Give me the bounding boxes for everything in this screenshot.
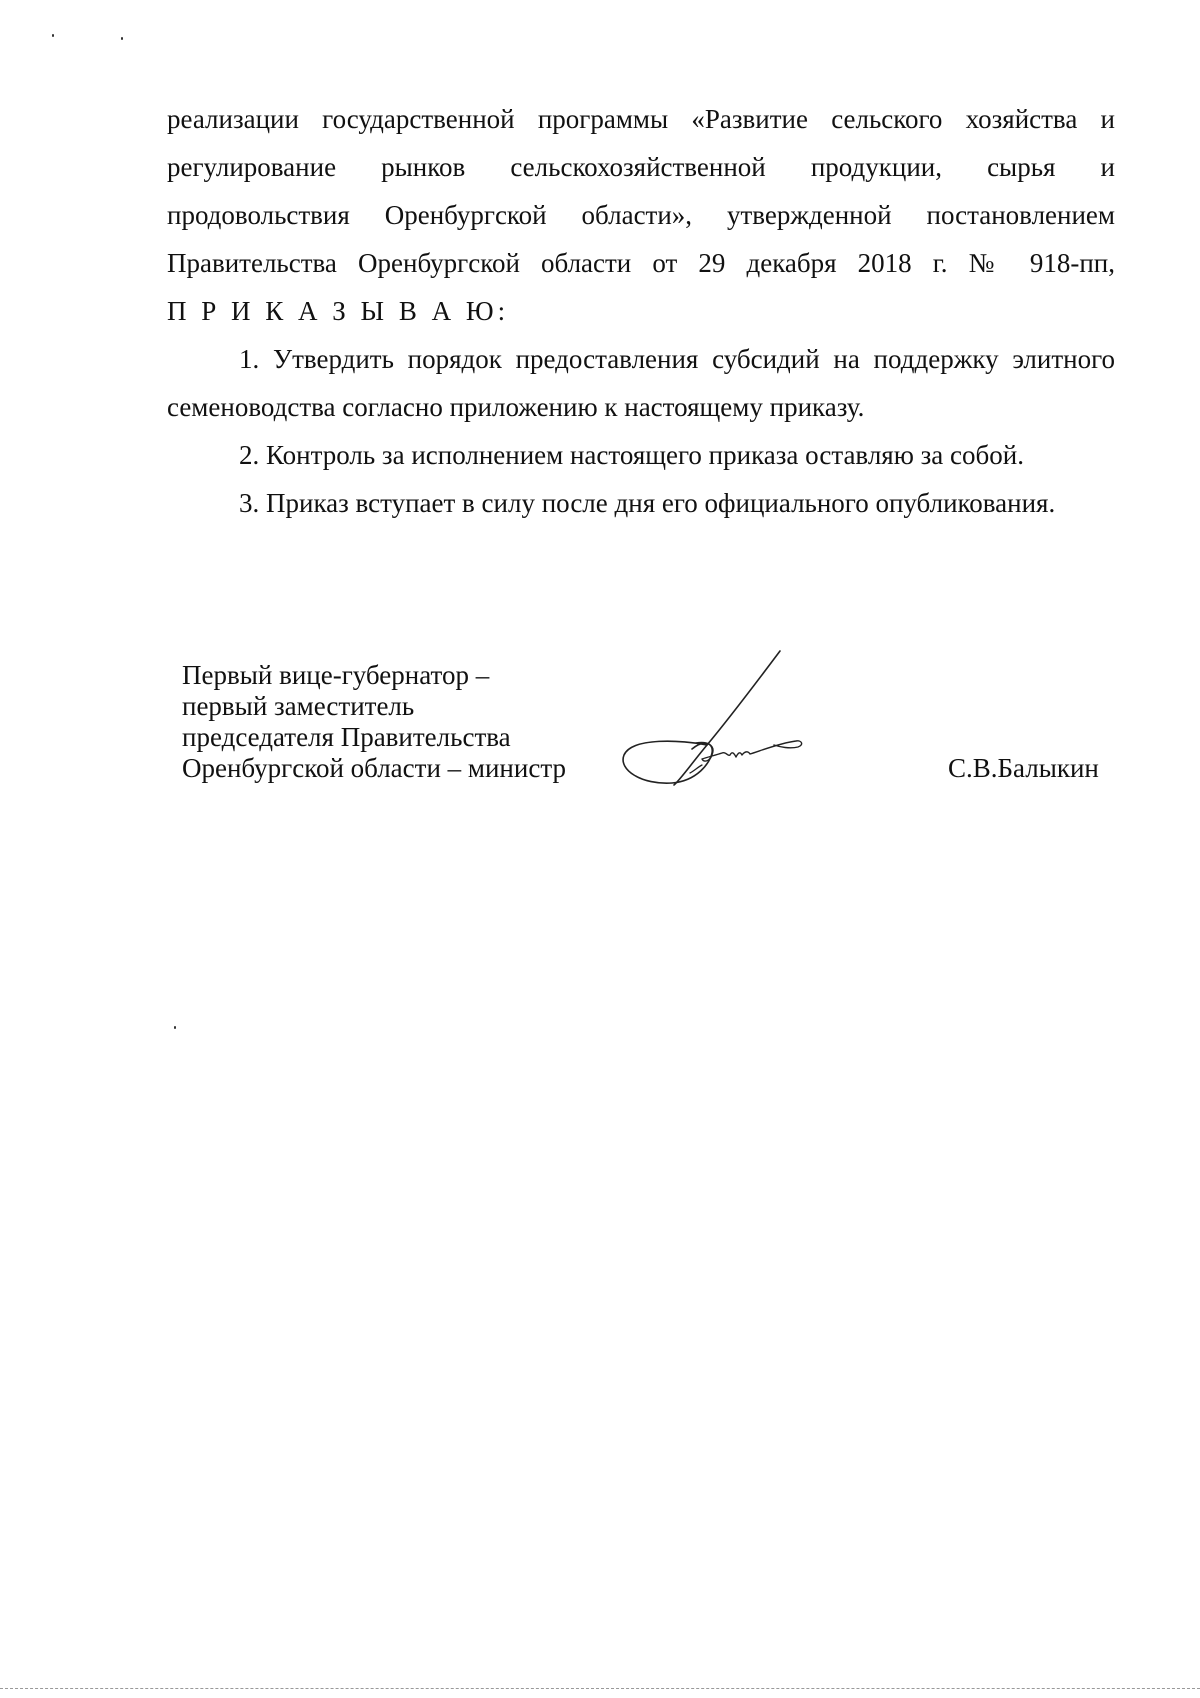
signatory-position: [182, 660, 566, 784]
intro-line-2: регулирование рынков сельскохозяйственной продукции, сырья и: [167, 152, 1115, 182]
scan-speck: [174, 1026, 176, 1029]
scan-speck: [52, 34, 54, 37]
scan-bottom-edge: [0, 1688, 1200, 1689]
item-1-line-2: семеноводства согласно приложению к настоящему приказу.: [167, 392, 865, 422]
intro-line-4: Правительства Оренбургской области от 29 декабря 2018 г. № 918-пп,: [167, 248, 1115, 278]
handwritten-signature: [612, 645, 822, 795]
item-3: 3. Приказ вступает в силу после дня его официального опубликования.: [239, 488, 1056, 518]
order-heading: П Р И К А З Ы В А Ю:: [167, 296, 510, 326]
intro-line-3: продовольствия Оренбургской области», утвержденной постановлением: [167, 200, 1115, 230]
item-1-line-1: 1. Утвердить порядок предоставления субсидий на поддержку элитного: [239, 344, 1115, 374]
item-2: 2. Контроль за исполнением настоящего приказа оставляю за собой.: [239, 440, 1024, 470]
position-line-2: первый заместитель: [182, 691, 415, 721]
document-body: [167, 95, 1115, 527]
position-line-4: Оренбургской области – министр: [182, 753, 566, 783]
position-line-3: председателя Правительства: [182, 722, 511, 752]
intro-line-1: реализации государственной программы «Развитие сельского хозяйства и: [167, 104, 1115, 134]
scan-speck: [121, 37, 123, 40]
position-line-1: Первый вице-губернатор –: [182, 660, 490, 690]
signer-name: С.В.Балыкин: [948, 753, 1099, 783]
